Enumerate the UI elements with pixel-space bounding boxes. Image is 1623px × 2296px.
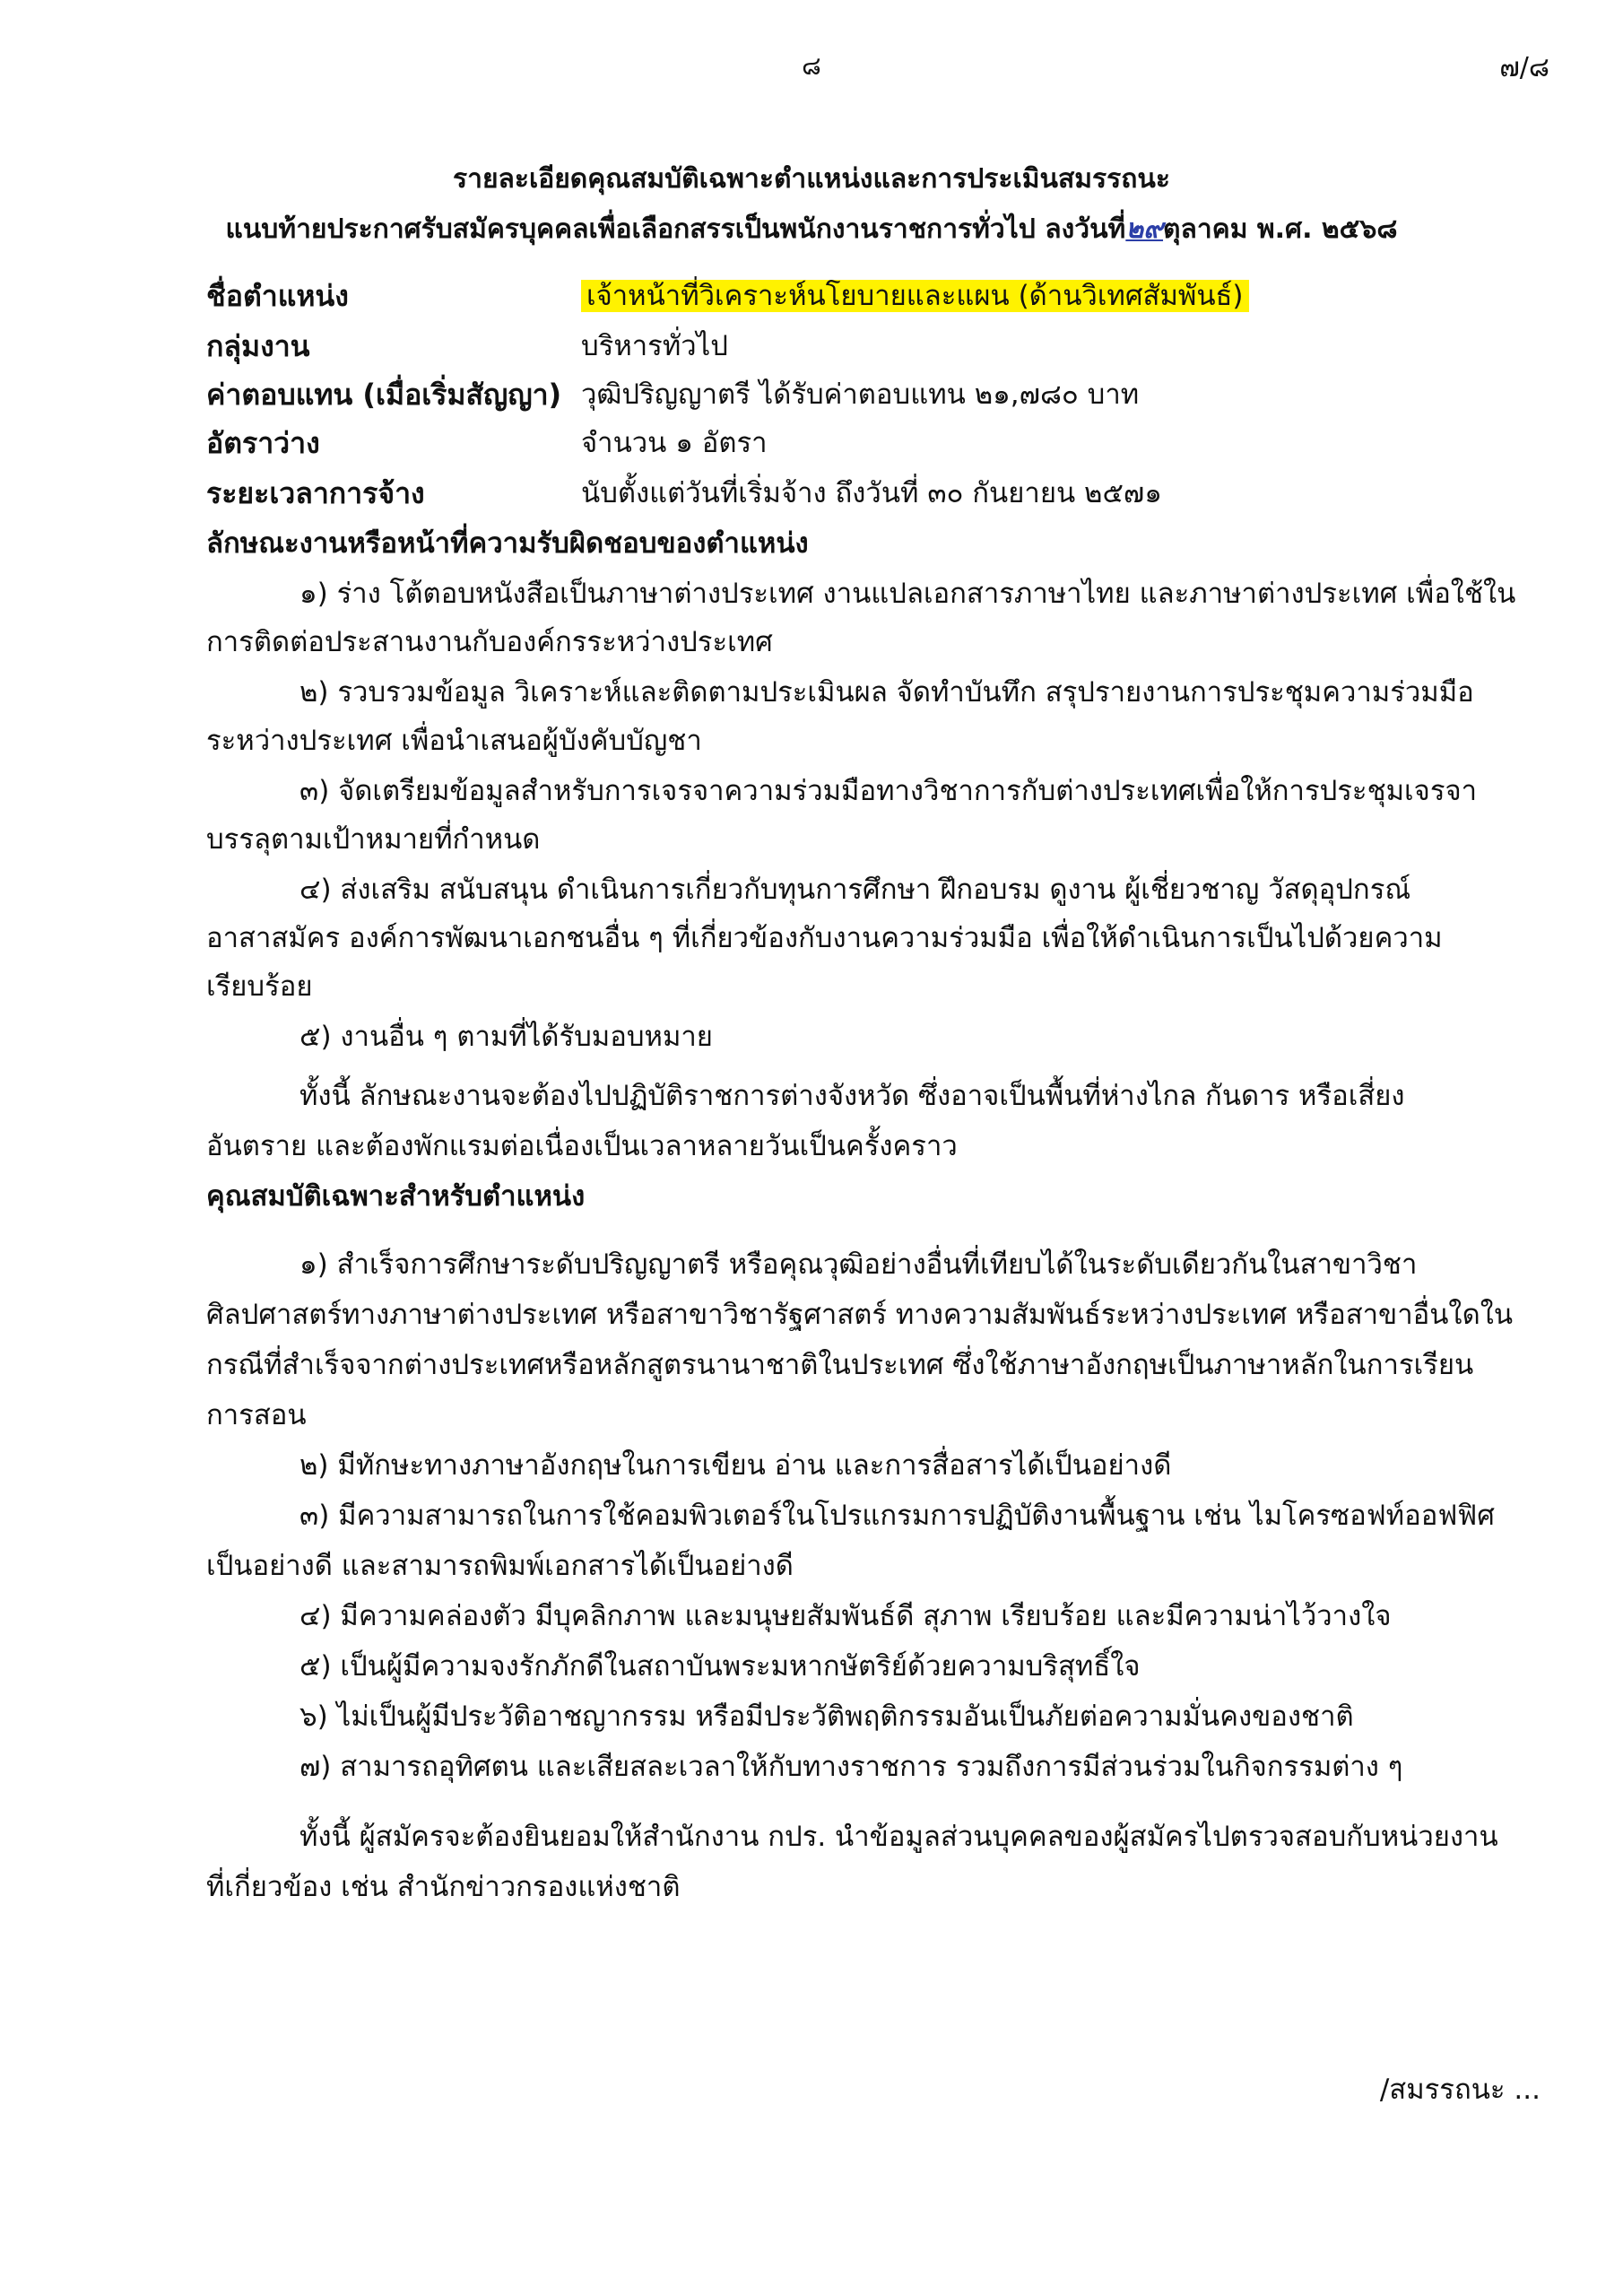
duties-note: อันตราย และต้องพักแรมต่อเนื่องเป็นเวลาหลายวันเป็นครั้งคราว: [206, 1130, 958, 1162]
label-vacancies: อัตราว่าง: [206, 426, 320, 460]
label-position-name: ชื่อตำแหน่ง: [206, 279, 349, 313]
continuation-marker: /สมรรถนะ ...: [1379, 2074, 1541, 2106]
duty-line: ๒) รวบรวมข้อมูล วิเคราะห์และติดตามประเมินผล จัดทำบันทึก สรุปรายงานการประชุมความร่วมมือ: [299, 676, 1474, 709]
qualification-line: เป็นอย่างดี และสามารถพิมพ์เอกสารได้เป็นอย่างดี: [206, 1550, 794, 1582]
qualification-line: ๖) ไม่เป็นผู้มีประวัติอาชญากรรม หรือมีประวัติพฤติกรรมอันเป็นภัยต่อความมั่นคงของชาติ: [299, 1700, 1354, 1733]
duty-line: ๕) งานอื่น ๆ ตามที่ได้รับมอบหมาย: [299, 1021, 713, 1053]
duties-heading: ลักษณะงานหรือหน้าที่ความรับผิดชอบของตำแหน่ง: [206, 527, 809, 560]
value-work-group: บริหารทั่วไป: [581, 330, 728, 362]
qualification-line: ๔) มีความคล่องตัว มีบุคลิกภาพ และมนุษยสัมพันธ์ดี สุภาพ เรียบร้อย และมีความน่าไว้วางใจ: [299, 1600, 1392, 1632]
qualifications-heading: คุณสมบัติเฉพาะสำหรับตำแหน่ง: [206, 1180, 586, 1213]
qualification-line: ๓) มีความสามารถในการใช้คอมพิวเตอร์ในโปรแกรมการปฏิบัติงานพื้นฐาน เช่น ไมโครซอฟท์ออฟฟิศ: [299, 1500, 1495, 1532]
duty-line: เรียบร้อย: [206, 970, 313, 1003]
qualification-line: ๕) เป็นผู้มีความจงรักภักดีในสถาบันพระมหากษัตริย์ด้วยความบริสุทธิ์ใจ: [299, 1650, 1141, 1683]
label-work-group: กลุ่มงาน: [206, 329, 310, 363]
page-fraction: ๗/๘: [1499, 52, 1549, 83]
qualifications-note: ทั้งนี้ ผู้สมัครจะต้องยินยอมให้สำนักงาน กปร. นำข้อมูลส่วนบุคคลของผู้สมัครไปตรวจสอบกับหน่วยงาน: [299, 1821, 1498, 1853]
duty-line: ๔) ส่งเสริม สนับสนุน ดำเนินการเกี่ยวกับทุนการศึกษา ฝึกอบรม ดูงาน ผู้เชี่ยวชาญ วัสดุอุปกรณ์: [299, 874, 1411, 906]
subtitle-suffix: ตุลาคม พ.ศ. ๒๕๖๘: [1163, 213, 1398, 245]
document-title: รายละเอียดคุณสมบัติเฉพาะตำแหน่งและการประเมินสมรรถนะ: [453, 163, 1170, 195]
qualification-line: กรณีที่สำเร็จจากต่างประเทศหรือหลักสูตรนานาชาติในประเทศ ซึ่งใช้ภาษาอังกฤษเป็นภาษาหลักในการเรียน: [206, 1349, 1474, 1381]
duties-note: ทั้งนี้ ลักษณะงานจะต้องไปปฏิบัติราชการต่างจังหวัด ซึ่งอาจเป็นพื้นที่ห่างไกล กันดาร หรือเสี่ยง: [299, 1080, 1405, 1112]
value-compensation: วุฒิปริญญาตรี ได้รับค่าตอบแทน ๒๑,๗๘๐ บาท: [581, 378, 1140, 411]
duty-line: การติดต่อประสานงานกับองค์กรระหว่างประเทศ: [206, 626, 773, 658]
label-compensation: ค่าตอบแทน (เมื่อเริ่มสัญญา): [206, 378, 562, 412]
value-position-name: [581, 276, 1249, 316]
handwritten-date: ๒๙: [1125, 213, 1164, 245]
highlighted-position: เจ้าหน้าที่วิเคราะห์นโยบายและแผน (ด้านวิเทศสัมพันธ์): [581, 280, 1249, 312]
qualification-line: ศิลปศาสตร์ทางภาษาต่างประเทศ หรือสาขาวิชารัฐศาสตร์ ทางความสัมพันธ์ระหว่างประเทศ หรือสาขาอื่นใดใน: [206, 1299, 1514, 1331]
duty-line: ๓) จัดเตรียมข้อมูลสำหรับการเจรจาความร่วมมือทางวิชาการกับต่างประเทศเพื่อให้การประชุมเจรจา: [299, 775, 1478, 807]
value-employment-period: นับตั้งแต่วันที่เริ่มจ้าง ถึงวันที่ ๓๐ กันยายน ๒๕๗๑: [581, 477, 1162, 509]
qualification-line: การสอน: [206, 1399, 307, 1431]
label-employment-period: ระยะเวลาการจ้าง: [206, 476, 425, 510]
document-subtitle: [0, 210, 1623, 249]
qualification-line: ๒) มีทักษะทางภาษาอังกฤษในการเขียน อ่าน และการสื่อสารได้เป็นอย่างดี: [299, 1449, 1172, 1482]
duty-line: ระหว่างประเทศ เพื่อนำเสนอผู้บังคับบัญชา: [206, 725, 702, 757]
qualifications-note: ที่เกี่ยวข้อง เช่น สำนักข่าวกรองแห่งชาติ: [206, 1871, 681, 1903]
duty-line: ๑) ร่าง โต้ตอบหนังสือเป็นภาษาต่างประเทศ งานแปลเอกสารภาษาไทย และภาษาต่างประเทศ เพื่อใช้ใน: [299, 578, 1516, 610]
value-vacancies: จำนวน ๑ อัตรา: [581, 427, 768, 459]
page-number: ๘: [802, 51, 821, 81]
subtitle-prefix: แนบท้ายประกาศรับสมัครบุคคลเพื่อเลือกสรรเป็นพนักงานราชการทั่วไป ลงวันที่: [225, 213, 1126, 245]
qualification-line: ๗) สามารถอุทิศตน และเสียสละเวลาให้กับทางราชการ รวมถึงการมีส่วนร่วมในกิจกรรมต่าง ๆ: [299, 1751, 1403, 1783]
duty-line: อาสาสมัคร องค์การพัฒนาเอกชนอื่น ๆ ที่เกี่ยวข้องกับงานความร่วมมือ เพื่อให้ดำเนินการเป็นไปด้วยความ: [206, 922, 1443, 954]
qualification-line: ๑) สำเร็จการศึกษาระดับปริญญาตรี หรือคุณวุฒิอย่างอื่นที่เทียบได้ในระดับเดียวกันในสาขาวิชา: [299, 1248, 1418, 1281]
duty-line: บรรลุตามเป้าหมายที่กำหนด: [206, 823, 541, 856]
